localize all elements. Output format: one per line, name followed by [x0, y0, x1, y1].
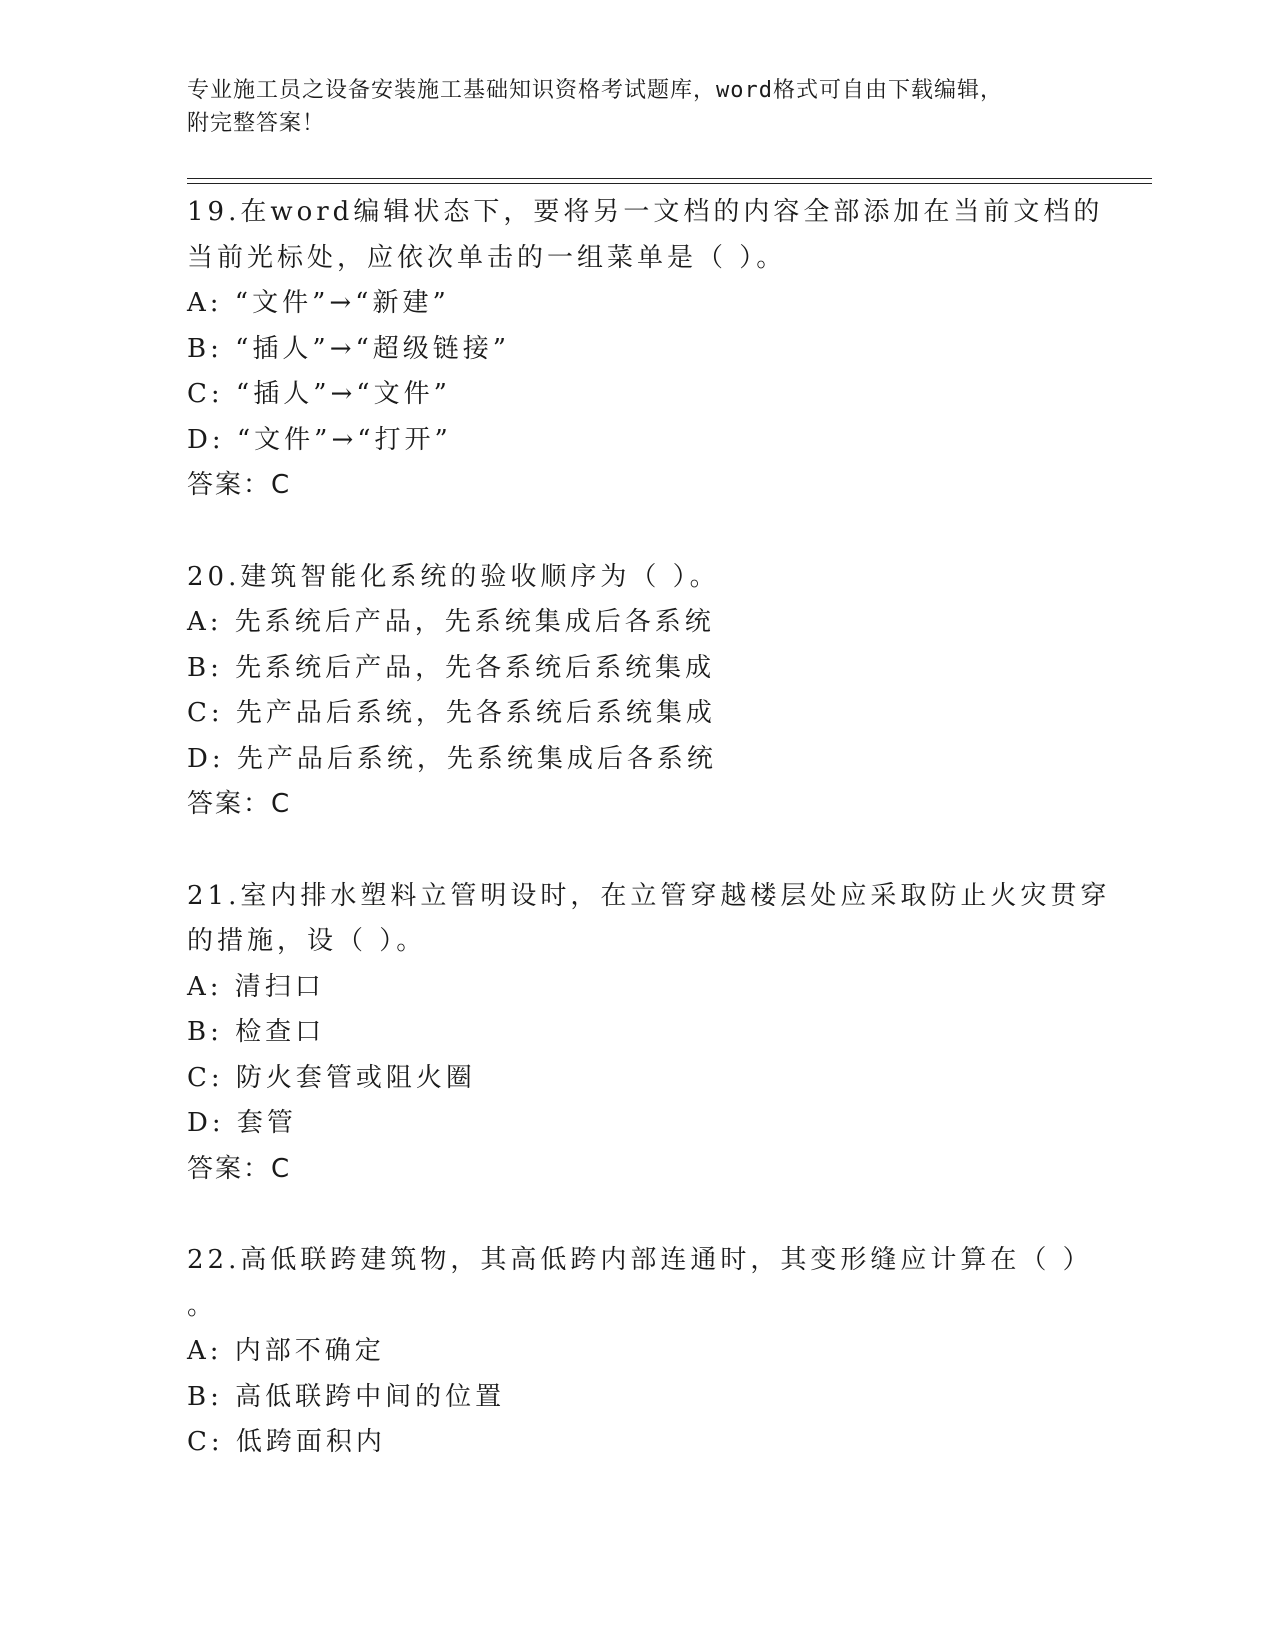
option-a: A: 内部不确定 — [187, 1336, 385, 1366]
header-line-2: 附完整答案！ — [187, 111, 326, 136]
answer-line: 答案：C — [187, 1153, 292, 1184]
option-a: A: 清扫口 — [187, 971, 325, 1002]
question-list — [187, 190, 1127, 1466]
option-a: A: “文件”→“新建” — [187, 288, 450, 318]
option-c: C: 先产品后系统，先各系统后系统集成 — [187, 698, 716, 728]
question-20 — [187, 555, 1127, 828]
answer-line: 答案：C — [187, 470, 292, 500]
question-stem-line: 19.在word编辑状态下，要将另一文档的内容全部添加在当前文档的 — [187, 197, 1104, 227]
option-c: C: 防火套管或阻火圈 — [187, 1062, 476, 1093]
header-divider-bottom — [187, 183, 1152, 184]
question-stem-line: 当前光标处，应依次单击的一组菜单是（ ）。 — [187, 242, 787, 273]
header-divider-top — [187, 178, 1152, 179]
document-header — [187, 74, 1087, 140]
option-c: C: 低跨面积内 — [187, 1427, 386, 1457]
option-d: D: 套管 — [187, 1108, 297, 1138]
question-19 — [187, 190, 1127, 509]
question-stem-line: 。 — [187, 1290, 218, 1321]
option-c: C: “插人”→“文件” — [187, 379, 451, 409]
question-stem-line: 的措施，设（ ）。 — [187, 926, 427, 956]
question-stem-line: 22.高低联跨建筑物，其高低跨内部连通时，其变形缝应计算在（ ） — [187, 1245, 1093, 1275]
question-stem-line: 21.室内排水塑料立管明设时，在立管穿越楼层处应采取防止火灾贯穿 — [187, 880, 1111, 911]
option-b: B: 高低联跨中间的位置 — [187, 1381, 506, 1412]
option-b: B: 检查口 — [187, 1017, 326, 1047]
option-d: D: “文件”→“打开” — [187, 424, 452, 455]
option-a: A: 先系统后产品，先系统集成后各系统 — [187, 607, 715, 637]
question-stem-line: 20.建筑智能化系统的验收顺序为（ ）。 — [187, 561, 720, 592]
option-d: D: 先产品后系统，先系统集成后各系统 — [187, 743, 717, 774]
question-21 — [187, 874, 1127, 1193]
option-b: B: 先系统后产品，先各系统后系统集成 — [187, 652, 716, 683]
question-22 — [187, 1238, 1127, 1466]
option-b: B: “插人”→“超级链接” — [187, 333, 511, 364]
answer-line: 答案：C — [187, 789, 292, 819]
header-line-1: 专业施工员之设备安装施工基础知识资格考试题库，word格式可自由下载编辑， — [187, 78, 1003, 103]
